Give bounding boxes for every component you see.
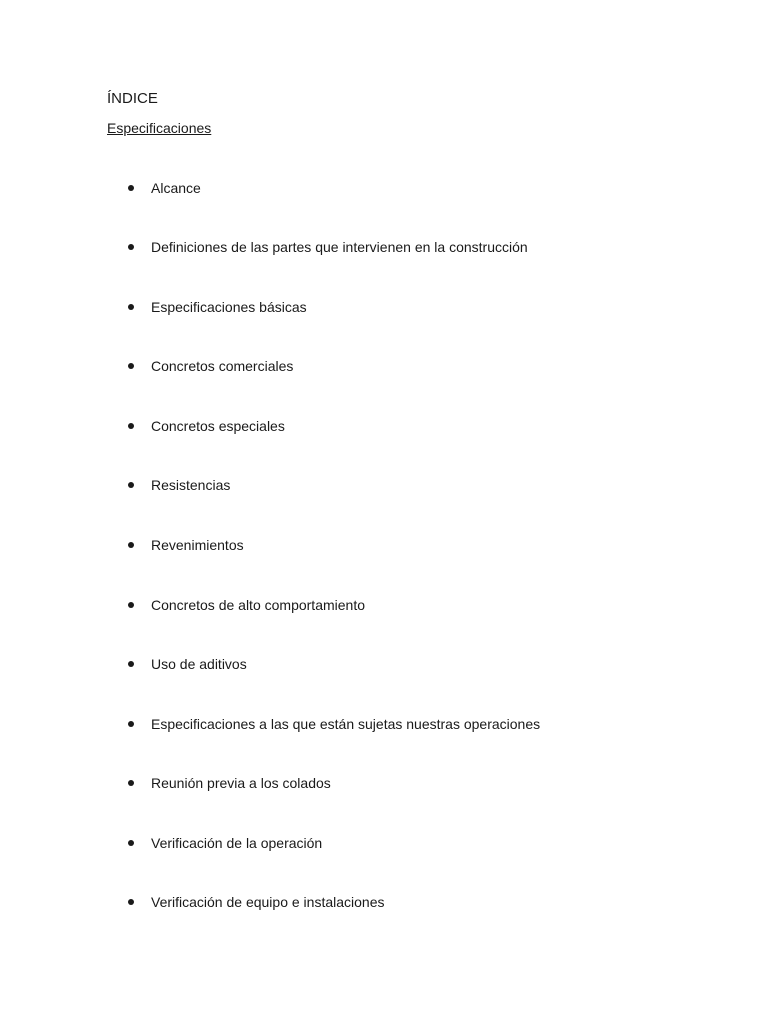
bullet-icon xyxy=(128,661,134,667)
list-item-text: Alcance xyxy=(151,180,201,196)
bullet-icon xyxy=(128,840,134,846)
list-item-text: Concretos de alto comportamiento xyxy=(151,597,365,613)
list-item-text: Verificación de la operación xyxy=(151,835,323,851)
list-item-text: Uso de aditivos xyxy=(151,656,247,672)
document-title: ÍNDICE xyxy=(107,90,158,107)
list-item-text: Definiciones de las partes que intervienen en la construcción xyxy=(151,239,528,255)
bullet-icon xyxy=(128,780,134,786)
list-item-text: Revenimientos xyxy=(151,537,244,553)
bullet-icon xyxy=(128,482,134,488)
list-item-text: Resistencias xyxy=(151,477,231,493)
bullet-icon xyxy=(128,721,134,727)
list-item-text: Especificaciones a las que están sujetas nuestras operaciones xyxy=(151,716,541,732)
bullet-icon xyxy=(128,363,134,369)
bullet-icon xyxy=(128,899,134,905)
bullet-icon xyxy=(128,542,134,548)
section-heading: Especificaciones xyxy=(107,120,212,136)
bullet-icon xyxy=(128,602,134,608)
bullet-icon xyxy=(128,304,134,310)
bullet-icon xyxy=(128,185,134,191)
list-item-text: Verificación de equipo e instalaciones xyxy=(151,894,385,910)
bullet-icon xyxy=(128,423,134,429)
list-item-text: Reunión previa a los colados xyxy=(151,775,331,791)
list-item-text: Especificaciones básicas xyxy=(151,299,307,315)
bullet-icon xyxy=(128,244,134,250)
list-item-text: Concretos comerciales xyxy=(151,358,294,374)
list-item-text: Concretos especiales xyxy=(151,418,285,434)
